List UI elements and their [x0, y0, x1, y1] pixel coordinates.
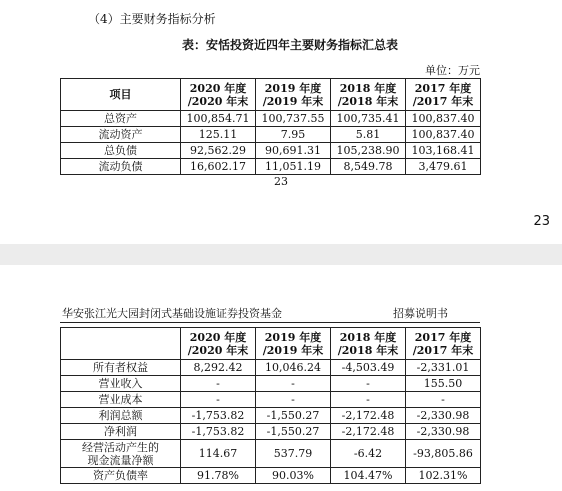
column-header: [61, 328, 181, 360]
table-row: [61, 111, 481, 127]
row-label: 总负债: [61, 143, 181, 159]
table-cell: 125.11: [181, 127, 256, 143]
table-cell: -93,805.86: [406, 440, 481, 468]
page-separator: [0, 244, 562, 265]
table-cell: 102.31%: [406, 468, 481, 484]
table-cell: 16,602.17: [181, 159, 256, 175]
column-header: 2017 年度 /2017 年末: [406, 328, 481, 360]
table-cell: 100,737.55: [256, 111, 331, 127]
table-row: [61, 159, 481, 175]
table-cell: 100,837.40: [406, 127, 481, 143]
table-row: [61, 440, 481, 468]
table-title: 表：安恬投资近四年主要财务指标汇总表: [181, 38, 398, 52]
table-cell: 3,479.61: [406, 159, 481, 175]
table-cell: 91.78%: [181, 468, 256, 484]
table-cell: 100,837.40: [406, 111, 481, 127]
row-label: 流动负债: [61, 159, 181, 175]
row-label: 利润总额: [61, 408, 181, 424]
page-number: 23: [274, 175, 288, 188]
table-cell: -1,550.27: [256, 424, 331, 440]
column-header: 2018 年度 /2018 年末: [331, 328, 406, 360]
header-rule: [60, 322, 480, 323]
table-cell: -4,503.49: [331, 360, 406, 376]
table-cell: -: [256, 392, 331, 408]
row-label: 资产负债率: [61, 468, 181, 484]
row-label: 净利润: [61, 424, 181, 440]
row-label: 总资产: [61, 111, 181, 127]
table-cell: 104.47%: [331, 468, 406, 484]
table-cell: 100,854.71: [181, 111, 256, 127]
table-row: [61, 127, 481, 143]
table-cell: -: [406, 392, 481, 408]
table-header-row: [61, 79, 481, 111]
table-row: [61, 468, 481, 484]
table-cell: 105,238.90: [331, 143, 406, 159]
financial-summary-table-continued: [60, 327, 481, 484]
table-cell: -2,331.01: [406, 360, 481, 376]
table-cell: 7.95: [256, 127, 331, 143]
table-cell: 114.67: [181, 440, 256, 468]
financial-summary-table: [60, 78, 481, 175]
table-cell: -1,753.82: [181, 424, 256, 440]
table-cell: -: [256, 376, 331, 392]
column-header: 项目: [61, 79, 181, 111]
table-cell: 537.79: [256, 440, 331, 468]
table-cell: -1,753.82: [181, 408, 256, 424]
table-row: [61, 143, 481, 159]
column-header: 2019 年度 /2019 年末: [256, 328, 331, 360]
table-cell: -2,330.98: [406, 424, 481, 440]
column-header: 2017 年度 /2017 年末: [406, 79, 481, 111]
running-header-doc-type: 招募说明书: [393, 307, 448, 320]
unit-label: 单位：万元: [425, 64, 480, 77]
document-page-bottom: [0, 265, 562, 491]
table-cell: 92,562.29: [181, 143, 256, 159]
table-cell: 100,735.41: [331, 111, 406, 127]
table-row: [61, 376, 481, 392]
column-header: 2019 年度 /2019 年末: [256, 79, 331, 111]
table-cell: 8,549.78: [331, 159, 406, 175]
table-cell: -: [331, 376, 406, 392]
table-cell: -2,172.48: [331, 408, 406, 424]
page-number-indicator: 23: [533, 214, 550, 229]
running-header-fund-name: 华安张江光大园封闭式基础设施证券投资基金: [62, 307, 282, 320]
table-row: [61, 392, 481, 408]
table-cell: 8,292.42: [181, 360, 256, 376]
table-cell: 5.81: [331, 127, 406, 143]
row-label: 所有者权益: [61, 360, 181, 376]
table-row: [61, 408, 481, 424]
table-cell: -6.42: [331, 440, 406, 468]
table-cell: -2,172.48: [331, 424, 406, 440]
row-label: 营业成本: [61, 392, 181, 408]
row-label: 流动资产: [61, 127, 181, 143]
table-cell: -: [181, 376, 256, 392]
table-cell: 90.03%: [256, 468, 331, 484]
table-header-row: [61, 328, 481, 360]
table-row: [61, 424, 481, 440]
table-cell: 10,046.24: [256, 360, 331, 376]
table-cell: -2,330.98: [406, 408, 481, 424]
column-header: 2018 年度 /2018 年末: [331, 79, 406, 111]
table-row: [61, 360, 481, 376]
table-cell: 103,168.41: [406, 143, 481, 159]
column-header: 2020 年度 /2020 年末: [181, 79, 256, 111]
table-cell: -: [331, 392, 406, 408]
row-label: 营业收入: [61, 376, 181, 392]
document-page-top: [0, 0, 562, 244]
table-cell: -: [181, 392, 256, 408]
table-cell: 90,691.31: [256, 143, 331, 159]
table-cell: 155.50: [406, 376, 481, 392]
row-label: 经营活动产生的 现金流量净额: [61, 440, 181, 468]
column-header: 2020 年度 /2020 年末: [181, 328, 256, 360]
table-cell: 11,051.19: [256, 159, 331, 175]
table-cell: -1,550.27: [256, 408, 331, 424]
section-heading: （4）主要财务指标分析: [88, 12, 216, 26]
